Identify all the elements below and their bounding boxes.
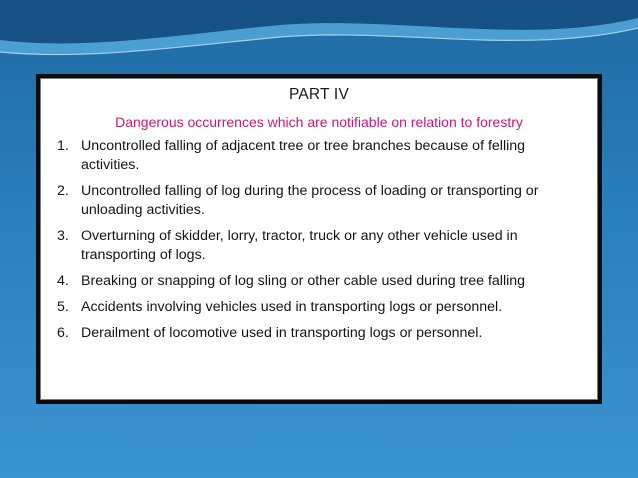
list-item bbox=[53, 137, 585, 175]
occurrence-list bbox=[53, 137, 585, 343]
list-item bbox=[53, 324, 585, 343]
list-item-number: 4. bbox=[57, 273, 69, 289]
slide-content-frame bbox=[36, 74, 602, 404]
list-item-text: Uncontrolled falling of log during the process of loading or transporting or unloading activities. bbox=[81, 183, 539, 218]
decorative-wave-header bbox=[0, 0, 638, 80]
list-item bbox=[53, 182, 585, 220]
list-item-text: Breaking or snapping of log sling or other cable used during tree falling bbox=[81, 273, 526, 289]
list-item-text: Derailment of locomotive used in transporting logs or personnel. bbox=[81, 325, 483, 341]
page-title: PART IV bbox=[289, 86, 349, 103]
list-item-text: Overturning of skidder, lorry, tractor, truck or any other vehicle used in transporting of logs. bbox=[81, 228, 518, 263]
slide-content-panel bbox=[40, 78, 598, 400]
list-item-number: 1. bbox=[57, 138, 69, 154]
list-item-number: 2. bbox=[57, 183, 69, 199]
list-item-number: 5. bbox=[57, 299, 69, 315]
list-item bbox=[53, 298, 585, 317]
list-item bbox=[53, 272, 585, 291]
list-item-number: 3. bbox=[57, 228, 69, 244]
section-subheading: Dangerous occurrences which are notifiable on relation to forestry bbox=[115, 114, 523, 130]
list-item-text: Uncontrolled falling of adjacent tree or tree branches because of felling activities. bbox=[81, 138, 526, 173]
list-item-number: 6. bbox=[57, 325, 69, 341]
list-item bbox=[53, 227, 585, 265]
list-item-text: Accidents involving vehicles used in transporting logs or personnel. bbox=[81, 299, 503, 315]
